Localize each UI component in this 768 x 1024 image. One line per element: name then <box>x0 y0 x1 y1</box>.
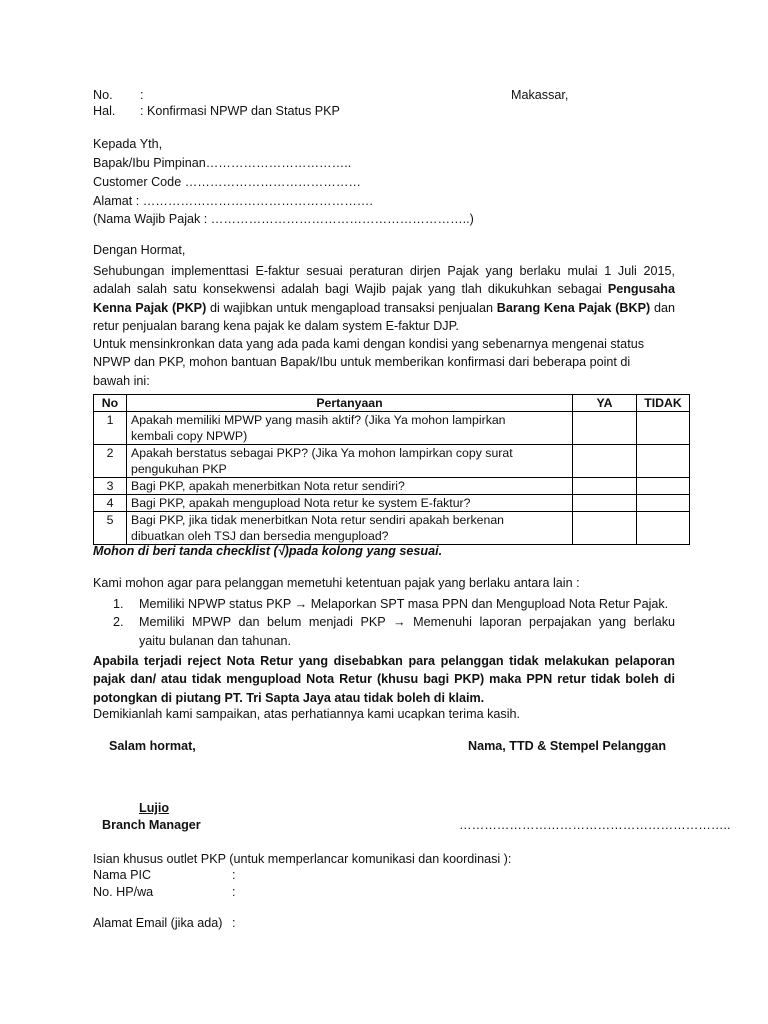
checklist-note: Mohon di beri tanda checklist (√)pada kolong yang sesuai. <box>93 544 443 558</box>
letter-number-colon: : <box>140 88 144 102</box>
question-cell <box>127 478 573 495</box>
question-text: Bagi PKP, apakah mengupload Nota retur ke system E-faktur? <box>131 496 471 510</box>
outlet-intro: Isian khusus outlet PKP (untuk memperlancar komunikasi dan koordinasi ): <box>93 852 512 866</box>
column-header-no: No <box>94 395 127 412</box>
recipient-nama-wajib-pajak: (Nama Wajib Pajak : ……………………………………………………..) <box>93 212 474 226</box>
row-number: 4 <box>94 495 127 512</box>
question-text: dibuatkan oleh TSJ dan bersedia mengupload? <box>131 529 389 543</box>
tidak-checkbox-cell[interactable] <box>637 412 690 445</box>
letter-place: Makassar, <box>511 88 569 102</box>
question-cell <box>127 412 573 445</box>
tidak-checkbox-cell[interactable] <box>637 512 690 545</box>
terms-intro: Kami mohon agar para pelanggan memetuhi ketentuan pajak yang berlaku antara lain : <box>93 576 580 590</box>
list-item-number: 2. <box>113 615 124 629</box>
question-cell <box>127 445 573 478</box>
paragraph-request-line: Untuk mensinkronkan data yang ada pada kami dengan kondisi yang sebenarnya mengenai status <box>93 337 644 352</box>
paragraph-intro-line: retur penjualan barang kena pajak ke dalam system E-faktur DJP. <box>93 318 459 333</box>
closing-sentence: Demikianlah kami sampaikan, atas perhatiannya kami ucapkan terima kasih. <box>93 707 520 721</box>
ya-checkbox-cell[interactable] <box>573 495 637 512</box>
tidak-checkbox-cell[interactable] <box>637 495 690 512</box>
paragraph-intro-bold: Pengusaha <box>607 282 675 297</box>
pic-colon: : <box>232 868 236 882</box>
pic-label: Nama PIC <box>93 868 152 882</box>
column-header-ya: YA <box>573 395 637 412</box>
signer-name: Lujio <box>139 801 170 815</box>
table-row <box>94 478 690 495</box>
warning-line: pajak dan/ atau tidak mengupload Nota Retur (khusu bagi PKP) maka PPN retur tidak boleh di <box>93 672 675 687</box>
ya-checkbox-cell[interactable] <box>573 478 637 495</box>
recipient-customer-code: Customer Code …………………………………… <box>93 175 362 189</box>
table-row <box>94 512 690 545</box>
paragraph-intro-line: Sehubungan implementtasi E-faktur sesuai peraturan dirjen Pajak yang berlaku mulai 1 Juli 2015, <box>93 264 675 278</box>
paragraph-intro-text: dan <box>650 300 676 315</box>
customer-signature-line: ……………………………………………………….. <box>459 818 731 832</box>
ya-checkbox-cell[interactable] <box>573 412 637 445</box>
paragraph-request-line: NPWP dan PKP, mohon bantuan Bapak/Ibu untuk memberikan konfirmasi dari beberapa point di <box>93 355 631 370</box>
table-row <box>94 495 690 512</box>
row-number: 5 <box>94 512 127 545</box>
recipient-kepada: Kepada Yth, <box>93 137 163 151</box>
question-cell <box>127 512 573 545</box>
question-text: Bagi PKP, jika tidak menerbitkan Nota retur sendiri apakah berkenan <box>131 513 504 527</box>
table-header-row <box>94 395 690 412</box>
letter-number-label: No. <box>93 88 113 102</box>
table-row <box>94 445 690 478</box>
row-number: 1 <box>94 412 127 445</box>
salutation: Dengan Hormat, <box>93 243 186 257</box>
paragraph-intro-text: adalah salah satu konsekwensi adalah bagi Wajib pajak yang tlah dikukuhkan sebagai <box>93 282 608 297</box>
column-header-tidak: TIDAK <box>637 395 690 412</box>
paragraph-request-line: bawah ini: <box>93 373 150 388</box>
question-cell <box>127 495 573 512</box>
email-colon: : <box>232 916 236 930</box>
subject-label: Hal. <box>93 104 116 118</box>
column-header-pertanyaan: Pertanyaan <box>127 395 573 412</box>
customer-signature-label: Nama, TTD & Stempel Pelanggan <box>468 739 667 753</box>
paragraph-intro-line <box>93 299 675 317</box>
recipient-alamat: Alamat : ………………………………………………. <box>93 194 373 208</box>
terms-list <box>113 595 675 651</box>
ya-checkbox-cell[interactable] <box>573 512 637 545</box>
question-text: kembali copy NPWP) <box>131 429 248 443</box>
table-row <box>94 412 690 445</box>
hp-colon: : <box>232 885 236 899</box>
row-number: 3 <box>94 478 127 495</box>
email-label: Alamat Email (jika ada) <box>93 916 223 930</box>
list-item-text: Memiliki MPWP dan belum menjadi PKP → Memenuhi laporan perpajakan yang berlaku <box>139 615 675 629</box>
question-text: Apakah berstatus sebagai PKP? (Jika Ya mohon lampirkan copy surat <box>131 446 513 460</box>
paragraph-intro-bold: Barang Kena Pajak (BKP) <box>496 300 651 315</box>
warning-line: potongkan di piutang PT. Tri Sapta Jaya atau tidak boleh di klaim. <box>93 690 485 705</box>
question-text: Apakah memiliki MPWP yang masih aktif? (Jika Ya mohon lampirkan <box>131 413 506 427</box>
list-item-text: Memiliki NPWP status PKP → Melaporkan SPT masa PPN dan Mengupload Nota Retur Pajak. <box>139 597 669 611</box>
tidak-checkbox-cell[interactable] <box>637 445 690 478</box>
warning-paragraph <box>93 652 675 707</box>
list-item-text: yaitu bulanan dan tahunan. <box>139 634 291 648</box>
subject-value: : Konfirmasi NPWP dan Status PKP <box>140 104 340 118</box>
salam-hormat: Salam hormat, <box>109 739 196 753</box>
ya-checkbox-cell[interactable] <box>573 445 637 478</box>
warning-line: Apabila terjadi reject Nota Retur yang disebabkan para pelanggan tidak melakukan pelaporan <box>93 654 675 668</box>
row-number: 2 <box>94 445 127 478</box>
paragraph-intro-text: di wajibkan untuk mengapload transaksi penjualan <box>206 300 497 315</box>
paragraph-intro-bold: Kenna Pajak (PKP) <box>93 300 207 315</box>
paragraph-intro <box>93 262 675 390</box>
confirmation-table <box>93 394 690 545</box>
paragraph-intro-line <box>93 280 675 298</box>
question-text: pengukuhan PKP <box>131 462 227 476</box>
signer-title: Branch Manager <box>102 818 201 832</box>
tidak-checkbox-cell[interactable] <box>637 478 690 495</box>
recipient-pimpinan: Bapak/Ibu Pimpinan…………………………….. <box>93 156 352 170</box>
hp-label: No. HP/wa <box>93 885 154 899</box>
list-item-number: 1. <box>113 597 124 611</box>
question-text: Bagi PKP, apakah menerbitkan Nota retur sendiri? <box>131 479 405 493</box>
